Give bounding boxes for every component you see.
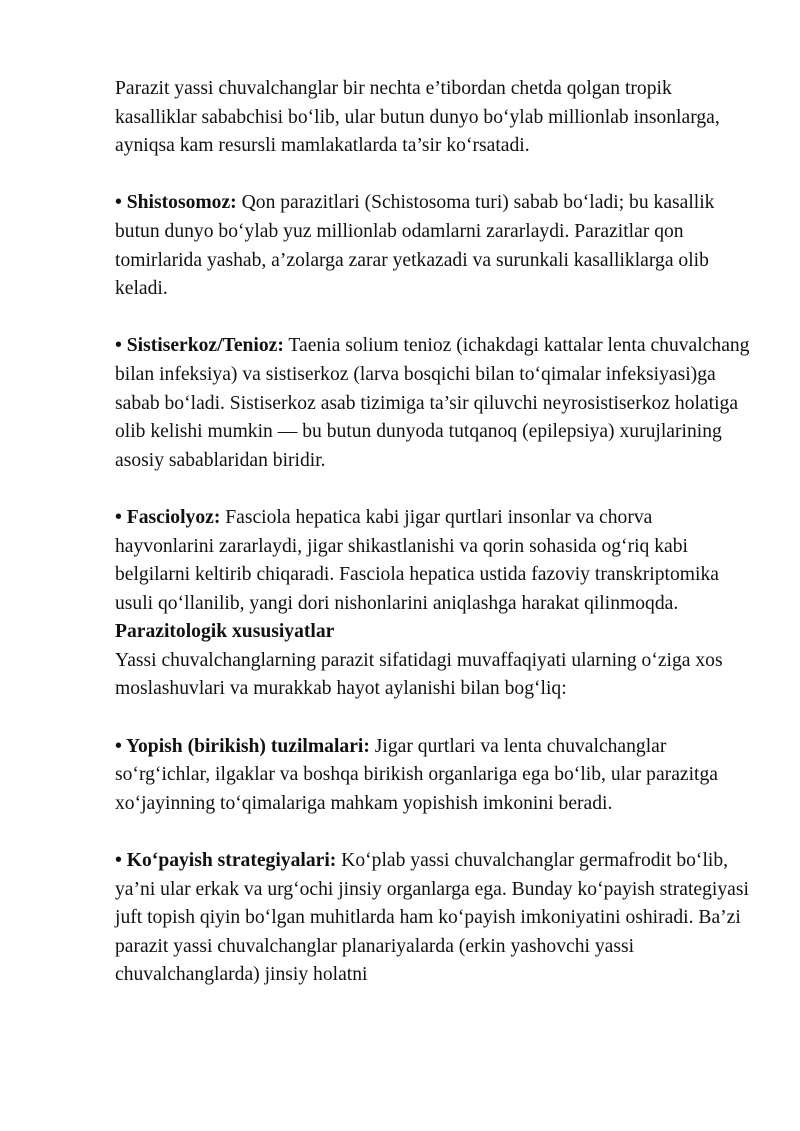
disease-term: • Fasciolyoz:: [115, 506, 221, 528]
paragraph-gap: [115, 475, 755, 504]
document-page: [115, 75, 755, 990]
section-heading-text: Parazitologik xususiyatlar: [115, 621, 335, 643]
paragraph-gap: [115, 818, 755, 847]
disease-text: Taenia solium tenioz (ichakdagi kattalar lenta chuvalchang bilan infeksiya) va sistiserkoz (larva bosqichi bilan to‘qimalar infeksiyasi)ga sabab bo‘ladi. Sistiserkoz asab tizimiga ta’sir qiluvchi neyrosistiserkoz holatiga olib kelishi mumkin — bu butun dunyoda tutqanoq (epilepsiya) xurujlarining asosiy sabablaridan biridir.: [115, 335, 750, 471]
feature-term: • Yopish (birikish) tuzilmalari:: [115, 735, 370, 757]
section-heading: [115, 618, 755, 647]
disease-item-shistosomoz: [115, 189, 755, 303]
feature-term: • Ko‘payish strategiyalari:: [115, 850, 337, 872]
feature-item-reproduction: [115, 847, 755, 990]
feature-item-attachment: [115, 733, 755, 819]
paragraph-gap: [115, 304, 755, 333]
paragraph-gap: [115, 704, 755, 733]
disease-term: • Sistiserkoz/Tenioz:: [115, 335, 284, 357]
paragraph-gap: [115, 161, 755, 190]
disease-item-sistiserkoz: [115, 332, 755, 475]
section-intro: Yassi chuvalchanglarning parazit sifatidagi muvaffaqiyati ularning o‘ziga xos moslashuvlari va murakkab hayot aylanishi bilan bog‘liq:: [115, 649, 723, 700]
intro-paragraph: Parazit yassi chuvalchanglar bir nechta e’tibordan chetda qolgan tropik kasalliklar sababchisi bo‘lib, ular butun dunyo bo‘ylab millionlab insonlarga, ayniqsa kam resursli mamlakatlarda ta’sir ko‘rsatadi.: [115, 78, 720, 157]
disease-text: Qon parazitlari (Schistosoma turi) sabab bo‘ladi; bu kasallik butun dunyo bo‘ylab yuz millionlab odamlarni zararlaydi. Parazitlar qon tomirlarida yashab, a’zolarga zarar yetkazadi va surunkali kasalliklarga olib keladi.: [115, 192, 715, 300]
feature-text: Ko‘plab yassi chuvalchanglar germafrodit bo‘lib, ya’ni ular erkak va urg‘ochi jinsiy organlarga ega. Bunday ko‘payish strategiyasi juft topish qiyin bo‘lgan muhitlarda ham ko‘payish imkoniyatini oshiradi. Ba’zi parazit yassi chuvalchanglar planariyalarda (erkin yashovchi yassi chuvalchanglarda) jinsiy holatni: [115, 850, 749, 986]
feature-text: Jigar qurtlari va lenta chuvalchanglar so‘rg‘ichlar, ilgaklar va boshqa birikish organlariga ega bo‘lib, ular parazitga xo‘jayinning to‘qimalariga mahkam yopishish imkonini beradi.: [115, 735, 718, 814]
disease-item-fasciolyoz: [115, 504, 755, 618]
disease-text: Fasciola hepatica kabi jigar qurtlari insonlar va chorva hayvonlarini zararlaydi, jigar shikastlanishi va qorin sohasida og‘riq kabi belgilarni keltirib chiqaradi. Fasciola hepatica ustida fazoviy transkriptomika usuli qo‘llanilib, yangi dori nishonlarini aniqlashga harakat qilinmoqda.: [115, 506, 719, 614]
disease-term: • Shistosomoz:: [115, 192, 237, 214]
